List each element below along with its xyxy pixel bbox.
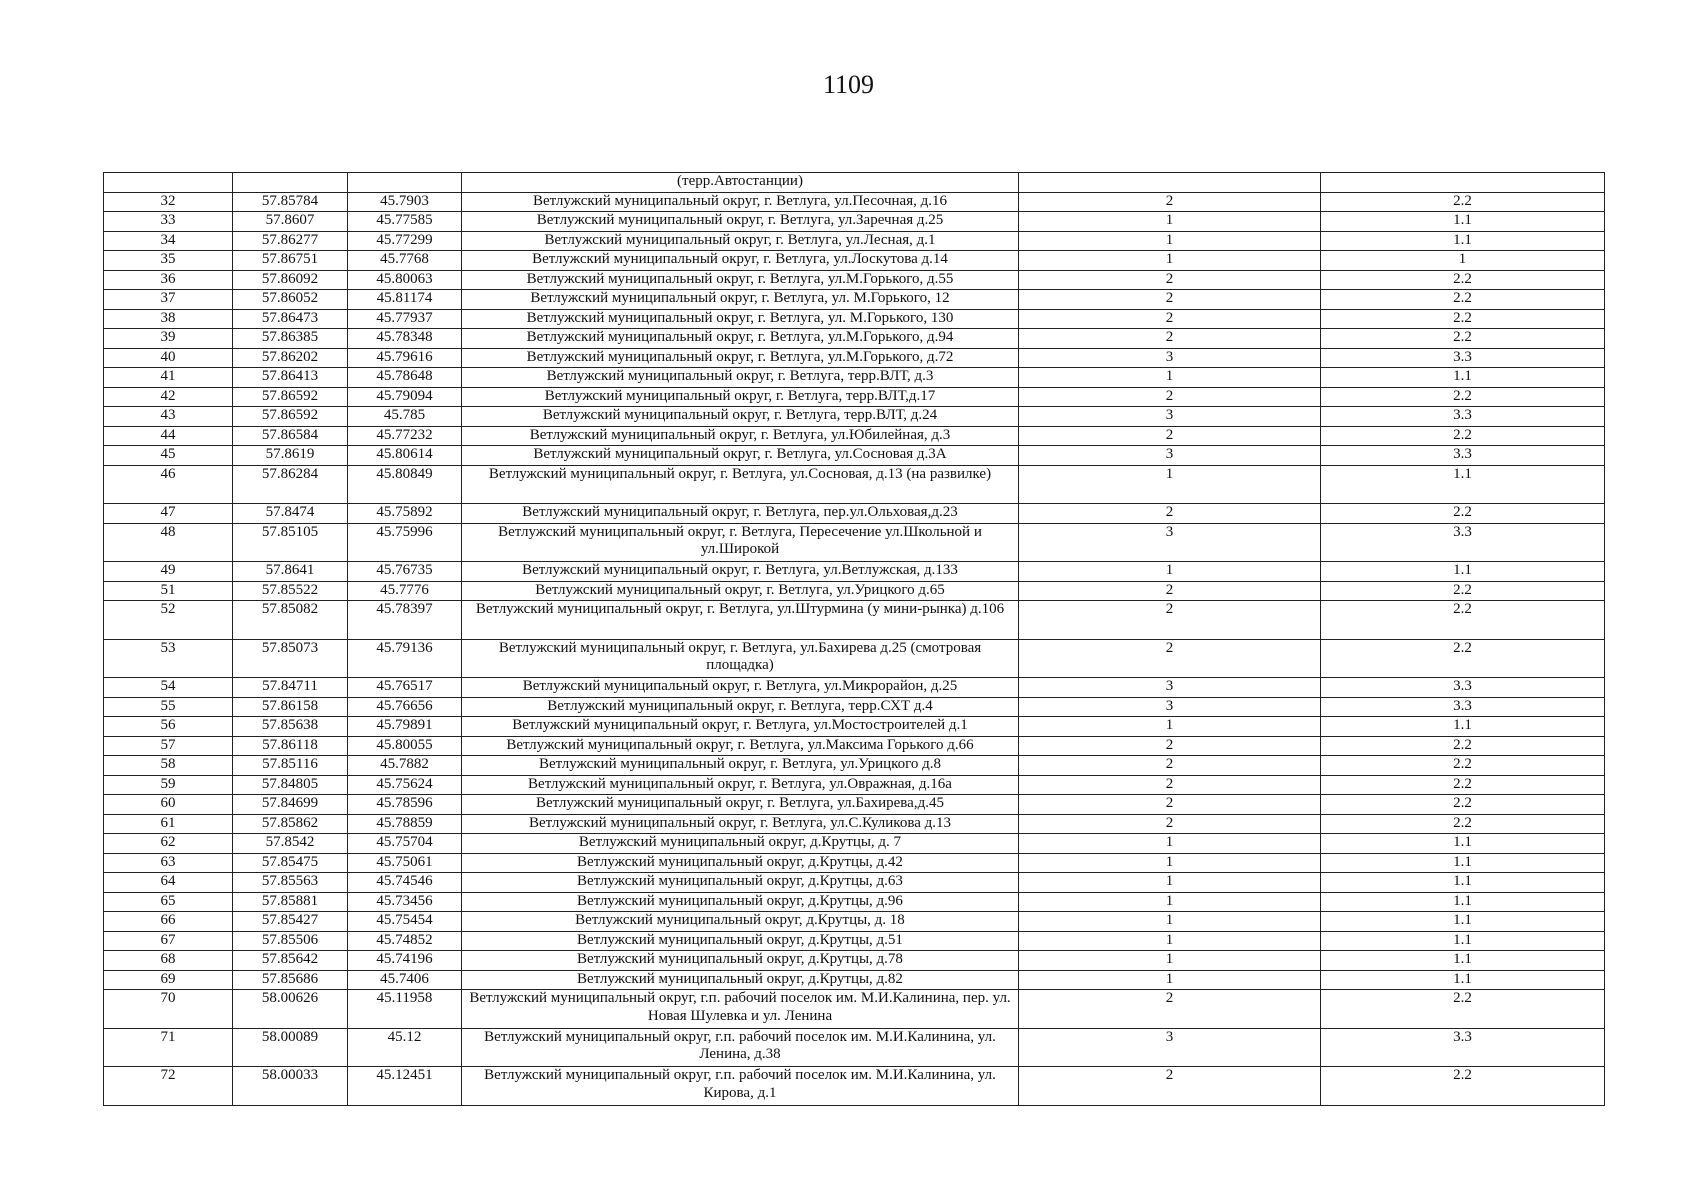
latitude-cell: 57.86158 [233, 697, 348, 717]
count-cell: 1 [1019, 892, 1321, 912]
row-number-cell: 64 [104, 873, 233, 893]
longitude-cell: 45.7776 [348, 581, 462, 601]
row-number-cell: 53 [104, 639, 233, 678]
count-cell: 2 [1019, 581, 1321, 601]
count-cell: 2 [1019, 504, 1321, 524]
volume-cell: 1 [1321, 251, 1605, 271]
address-cell: Ветлужский муниципальный округ, г. Ветлуга, ул.Лесная, д.1 [462, 231, 1019, 251]
count-cell: 2 [1019, 639, 1321, 678]
address-cell: Ветлужский муниципальный округ, г. Ветлуга, ул.Урицкого д.8 [462, 756, 1019, 776]
row-number-cell: 40 [104, 348, 233, 368]
latitude-cell: 57.86473 [233, 309, 348, 329]
address-cell: (терр.Автостанции) [462, 173, 1019, 193]
count-cell: 1 [1019, 562, 1321, 582]
longitude-cell: 45.76517 [348, 678, 462, 698]
latitude-cell: 57.84711 [233, 678, 348, 698]
count-cell: 2 [1019, 426, 1321, 446]
count-cell: 1 [1019, 951, 1321, 971]
count-cell: 1 [1019, 834, 1321, 854]
count-cell: 1 [1019, 251, 1321, 271]
latitude-cell: 57.84699 [233, 795, 348, 815]
row-number-cell: 69 [104, 970, 233, 990]
address-cell: Ветлужский муниципальный округ, г. Ветлуга, ул.Сосновая д.3А [462, 446, 1019, 466]
volume-cell: 2.2 [1321, 736, 1605, 756]
longitude-cell: 45.80055 [348, 736, 462, 756]
table-row [104, 348, 1605, 368]
latitude-cell: 57.8542 [233, 834, 348, 854]
table-row [104, 639, 1605, 678]
latitude-cell: 57.86751 [233, 251, 348, 271]
table-row [104, 795, 1605, 815]
count-cell: 2 [1019, 270, 1321, 290]
count-cell: 1 [1019, 873, 1321, 893]
row-number-cell: 45 [104, 446, 233, 466]
table-row [104, 990, 1605, 1029]
row-number-cell [104, 173, 233, 193]
count-cell: 3 [1019, 348, 1321, 368]
row-number-cell: 47 [104, 504, 233, 524]
latitude-cell: 57.85427 [233, 912, 348, 932]
table-row [104, 290, 1605, 310]
row-number-cell: 60 [104, 795, 233, 815]
address-cell: Ветлужский муниципальный округ, г. Ветлуга, терр.ВЛТ, д.24 [462, 407, 1019, 427]
longitude-cell: 45.75061 [348, 853, 462, 873]
longitude-cell: 45.78397 [348, 601, 462, 640]
volume-cell: 1.1 [1321, 231, 1605, 251]
table-row [104, 970, 1605, 990]
address-cell: Ветлужский муниципальный округ, г.п. рабочий поселок им. М.И.Калинина, пер. ул. Новая Шулевка и ул. Ленина [462, 990, 1019, 1029]
row-number-cell: 71 [104, 1028, 233, 1067]
address-cell: Ветлужский муниципальный округ, г. Ветлуга, ул.Бахирева д.25 (смотровая площадка) [462, 639, 1019, 678]
row-number-cell: 32 [104, 192, 233, 212]
row-number-cell: 52 [104, 601, 233, 640]
row-number-cell: 68 [104, 951, 233, 971]
address-cell: Ветлужский муниципальный округ, д.Крутцы, д.78 [462, 951, 1019, 971]
address-cell: Ветлужский муниципальный округ, г.п. рабочий поселок им. М.И.Калинина, ул. Ленина, д.38 [462, 1028, 1019, 1067]
table-row [104, 912, 1605, 932]
row-number-cell: 36 [104, 270, 233, 290]
latitude-cell: 57.86284 [233, 465, 348, 504]
row-number-cell: 67 [104, 931, 233, 951]
address-cell: Ветлужский муниципальный округ, г.п. рабочий поселок им. М.И.Калинина, ул. Кирова, д.1 [462, 1067, 1019, 1106]
table-row [104, 523, 1605, 562]
count-cell: 2 [1019, 795, 1321, 815]
address-cell: Ветлужский муниципальный округ, д.Крутцы, д. 7 [462, 834, 1019, 854]
longitude-cell: 45.78648 [348, 368, 462, 388]
latitude-cell: 57.85563 [233, 873, 348, 893]
latitude-cell: 57.85105 [233, 523, 348, 562]
address-cell: Ветлужский муниципальный округ, г. Ветлуга, ул.Штурмина (у мини-рынка) д.106 [462, 601, 1019, 640]
count-cell: 3 [1019, 678, 1321, 698]
latitude-cell: 58.00626 [233, 990, 348, 1029]
volume-cell: 2.2 [1321, 387, 1605, 407]
longitude-cell: 45.76656 [348, 697, 462, 717]
row-number-cell: 49 [104, 562, 233, 582]
latitude-cell: 57.85082 [233, 601, 348, 640]
volume-cell: 2.2 [1321, 775, 1605, 795]
count-cell: 3 [1019, 1028, 1321, 1067]
table-row [104, 892, 1605, 912]
longitude-cell: 45.12 [348, 1028, 462, 1067]
longitude-cell: 45.80063 [348, 270, 462, 290]
latitude-cell: 57.85475 [233, 853, 348, 873]
address-cell: Ветлужский муниципальный округ, г. Ветлуга, ул.М.Горького, д.72 [462, 348, 1019, 368]
row-number-cell: 39 [104, 329, 233, 349]
table-row [104, 581, 1605, 601]
row-number-cell: 41 [104, 368, 233, 388]
address-cell: Ветлужский муниципальный округ, г. Ветлуга, ул.Микрорайон, д.25 [462, 678, 1019, 698]
address-cell: Ветлужский муниципальный округ, д.Крутцы, д.96 [462, 892, 1019, 912]
address-cell: Ветлужский муниципальный округ, д.Крутцы, д.63 [462, 873, 1019, 893]
address-cell: Ветлужский муниципальный округ, г. Ветлуга, ул.Мостостроителей д.1 [462, 717, 1019, 737]
longitude-cell: 45.77585 [348, 212, 462, 232]
address-cell: Ветлужский муниципальный округ, г. Ветлуга, Пересечение ул.Школьной и ул.Широкой [462, 523, 1019, 562]
row-number-cell: 55 [104, 697, 233, 717]
latitude-cell: 57.86277 [233, 231, 348, 251]
table-row [104, 231, 1605, 251]
row-number-cell: 56 [104, 717, 233, 737]
row-number-cell: 43 [104, 407, 233, 427]
address-cell: Ветлужский муниципальный округ, г. Ветлуга, ул.С.Куликова д.13 [462, 814, 1019, 834]
row-number-cell: 33 [104, 212, 233, 232]
longitude-cell: 45.79136 [348, 639, 462, 678]
table-row [104, 931, 1605, 951]
address-cell: Ветлужский муниципальный округ, г. Ветлуга, ул.Ветлужская, д.133 [462, 562, 1019, 582]
table-row [104, 329, 1605, 349]
longitude-cell: 45.80849 [348, 465, 462, 504]
volume-cell: 2.2 [1321, 639, 1605, 678]
count-cell: 2 [1019, 329, 1321, 349]
volume-cell: 3.3 [1321, 523, 1605, 562]
volume-cell: 1.1 [1321, 951, 1605, 971]
latitude-cell: 57.86584 [233, 426, 348, 446]
longitude-cell: 45.76735 [348, 562, 462, 582]
row-number-cell: 59 [104, 775, 233, 795]
address-cell: Ветлужский муниципальный округ, г. Ветлуга, терр.ВЛТ, д.3 [462, 368, 1019, 388]
address-cell: Ветлужский муниципальный округ, г. Ветлуга, ул. М.Горького, 12 [462, 290, 1019, 310]
count-cell: 2 [1019, 990, 1321, 1029]
latitude-cell: 57.85784 [233, 192, 348, 212]
row-number-cell: 37 [104, 290, 233, 310]
table-row [104, 601, 1605, 640]
latitude-cell: 57.8607 [233, 212, 348, 232]
longitude-cell: 45.12451 [348, 1067, 462, 1106]
longitude-cell: 45.79891 [348, 717, 462, 737]
address-cell: Ветлужский муниципальный округ, г. Ветлуга, ул.Максима Горького д.66 [462, 736, 1019, 756]
longitude-cell: 45.74196 [348, 951, 462, 971]
volume-cell: 3.3 [1321, 446, 1605, 466]
volume-cell: 1.1 [1321, 717, 1605, 737]
latitude-cell: 57.85506 [233, 931, 348, 951]
table-row [104, 873, 1605, 893]
table-row [104, 678, 1605, 698]
longitude-cell: 45.79094 [348, 387, 462, 407]
latitude-cell: 57.85686 [233, 970, 348, 990]
address-cell: Ветлужский муниципальный округ, г. Ветлуга, ул.Заречная д.25 [462, 212, 1019, 232]
count-cell: 2 [1019, 309, 1321, 329]
table-row-continuation [104, 173, 1605, 193]
longitude-cell: 45.7882 [348, 756, 462, 776]
longitude-cell [348, 173, 462, 193]
locations-table [103, 172, 1605, 1106]
count-cell: 2 [1019, 387, 1321, 407]
count-cell: 2 [1019, 736, 1321, 756]
count-cell: 3 [1019, 446, 1321, 466]
table-row [104, 1067, 1605, 1106]
latitude-cell: 57.86202 [233, 348, 348, 368]
count-cell: 2 [1019, 775, 1321, 795]
volume-cell: 1.1 [1321, 912, 1605, 932]
table-row [104, 212, 1605, 232]
row-number-cell: 58 [104, 756, 233, 776]
table-row [104, 951, 1605, 971]
volume-cell: 2.2 [1321, 270, 1605, 290]
table-row [104, 1028, 1605, 1067]
table-row [104, 270, 1605, 290]
address-cell: Ветлужский муниципальный округ, д.Крутцы, д.42 [462, 853, 1019, 873]
table-row [104, 504, 1605, 524]
volume-cell: 2.2 [1321, 601, 1605, 640]
longitude-cell: 45.77232 [348, 426, 462, 446]
longitude-cell: 45.78859 [348, 814, 462, 834]
table-row [104, 834, 1605, 854]
latitude-cell: 58.00033 [233, 1067, 348, 1106]
count-cell: 1 [1019, 465, 1321, 504]
row-number-cell: 65 [104, 892, 233, 912]
count-cell: 2 [1019, 192, 1321, 212]
volume-cell: 3.3 [1321, 678, 1605, 698]
table-row [104, 309, 1605, 329]
volume-cell: 1.1 [1321, 368, 1605, 388]
page-number: 1109 [822, 70, 875, 99]
volume-cell [1321, 173, 1605, 193]
address-cell: Ветлужский муниципальный округ, д.Крутцы, д.82 [462, 970, 1019, 990]
volume-cell: 2.2 [1321, 814, 1605, 834]
table-row [104, 251, 1605, 271]
table-row [104, 368, 1605, 388]
row-number-cell: 51 [104, 581, 233, 601]
table-row [104, 756, 1605, 776]
longitude-cell: 45.77937 [348, 309, 462, 329]
table-row [104, 192, 1605, 212]
latitude-cell: 57.8641 [233, 562, 348, 582]
table-row [104, 465, 1605, 504]
latitude-cell: 57.85862 [233, 814, 348, 834]
table-row [104, 697, 1605, 717]
latitude-cell: 57.85881 [233, 892, 348, 912]
count-cell [1019, 173, 1321, 193]
volume-cell: 2.2 [1321, 1067, 1605, 1106]
row-number-cell: 66 [104, 912, 233, 932]
count-cell: 1 [1019, 231, 1321, 251]
latitude-cell: 57.86052 [233, 290, 348, 310]
longitude-cell: 45.81174 [348, 290, 462, 310]
volume-cell: 1.1 [1321, 853, 1605, 873]
row-number-cell: 34 [104, 231, 233, 251]
longitude-cell: 45.78348 [348, 329, 462, 349]
table-row [104, 814, 1605, 834]
latitude-cell [233, 173, 348, 193]
row-number-cell: 70 [104, 990, 233, 1029]
latitude-cell: 57.85116 [233, 756, 348, 776]
volume-cell: 3.3 [1321, 407, 1605, 427]
volume-cell: 2.2 [1321, 426, 1605, 446]
table-row [104, 446, 1605, 466]
latitude-cell: 57.8474 [233, 504, 348, 524]
volume-cell: 3.3 [1321, 348, 1605, 368]
count-cell: 3 [1019, 697, 1321, 717]
count-cell: 2 [1019, 814, 1321, 834]
latitude-cell: 57.86118 [233, 736, 348, 756]
volume-cell: 2.2 [1321, 581, 1605, 601]
volume-cell: 1.1 [1321, 892, 1605, 912]
latitude-cell: 57.84805 [233, 775, 348, 795]
count-cell: 1 [1019, 970, 1321, 990]
latitude-cell: 57.85073 [233, 639, 348, 678]
row-number-cell: 61 [104, 814, 233, 834]
address-cell: Ветлужский муниципальный округ, г. Ветлуга, ул.Сосновая, д.13 (на развилке) [462, 465, 1019, 504]
latitude-cell: 57.85522 [233, 581, 348, 601]
volume-cell: 1.1 [1321, 212, 1605, 232]
volume-cell: 1.1 [1321, 970, 1605, 990]
longitude-cell: 45.75454 [348, 912, 462, 932]
row-number-cell: 35 [104, 251, 233, 271]
volume-cell: 1.1 [1321, 562, 1605, 582]
latitude-cell: 57.8619 [233, 446, 348, 466]
address-cell: Ветлужский муниципальный округ, г. Ветлуга, ул.Юбилейная, д.3 [462, 426, 1019, 446]
count-cell: 1 [1019, 853, 1321, 873]
address-cell: Ветлужский муниципальный округ, г. Ветлуга, ул. М.Горького, 130 [462, 309, 1019, 329]
longitude-cell: 45.78596 [348, 795, 462, 815]
row-number-cell: 44 [104, 426, 233, 446]
row-number-cell: 62 [104, 834, 233, 854]
longitude-cell: 45.785 [348, 407, 462, 427]
volume-cell: 2.2 [1321, 309, 1605, 329]
longitude-cell: 45.11958 [348, 990, 462, 1029]
address-cell: Ветлужский муниципальный округ, г. Ветлуга, ул.Бахирева,д.45 [462, 795, 1019, 815]
address-cell: Ветлужский муниципальный округ, г. Ветлуга, ул.Песочная, д.16 [462, 192, 1019, 212]
address-cell: Ветлужский муниципальный округ, г. Ветлуга, ул.М.Горького, д.94 [462, 329, 1019, 349]
latitude-cell: 57.86092 [233, 270, 348, 290]
volume-cell: 1.1 [1321, 834, 1605, 854]
table-row [104, 736, 1605, 756]
longitude-cell: 45.75704 [348, 834, 462, 854]
volume-cell: 1.1 [1321, 465, 1605, 504]
table-row [104, 407, 1605, 427]
longitude-cell: 45.77299 [348, 231, 462, 251]
address-cell: Ветлужский муниципальный округ, г. Ветлуга, ул.Урицкого д.65 [462, 581, 1019, 601]
row-number-cell: 63 [104, 853, 233, 873]
volume-cell: 1.1 [1321, 873, 1605, 893]
volume-cell: 2.2 [1321, 290, 1605, 310]
row-number-cell: 72 [104, 1067, 233, 1106]
volume-cell: 2.2 [1321, 504, 1605, 524]
longitude-cell: 45.75996 [348, 523, 462, 562]
count-cell: 2 [1019, 1067, 1321, 1106]
latitude-cell: 57.86592 [233, 387, 348, 407]
volume-cell: 1.1 [1321, 931, 1605, 951]
row-number-cell: 57 [104, 736, 233, 756]
volume-cell: 2.2 [1321, 329, 1605, 349]
address-cell: Ветлужский муниципальный округ, д.Крутцы, д. 18 [462, 912, 1019, 932]
latitude-cell: 57.86592 [233, 407, 348, 427]
count-cell: 1 [1019, 212, 1321, 232]
table-row [104, 775, 1605, 795]
row-number-cell: 46 [104, 465, 233, 504]
volume-cell: 3.3 [1321, 697, 1605, 717]
table-row [104, 717, 1605, 737]
volume-cell: 2.2 [1321, 795, 1605, 815]
latitude-cell: 58.00089 [233, 1028, 348, 1067]
table-row [104, 853, 1605, 873]
volume-cell: 3.3 [1321, 1028, 1605, 1067]
count-cell: 2 [1019, 756, 1321, 776]
latitude-cell: 57.85642 [233, 951, 348, 971]
table-row [104, 562, 1605, 582]
latitude-cell: 57.85638 [233, 717, 348, 737]
longitude-cell: 45.75624 [348, 775, 462, 795]
longitude-cell: 45.80614 [348, 446, 462, 466]
address-cell: Ветлужский муниципальный округ, г. Ветлуга, ул.М.Горького, д.55 [462, 270, 1019, 290]
volume-cell: 2.2 [1321, 990, 1605, 1029]
count-cell: 1 [1019, 368, 1321, 388]
row-number-cell: 38 [104, 309, 233, 329]
count-cell: 3 [1019, 523, 1321, 562]
count-cell: 2 [1019, 290, 1321, 310]
table-row [104, 426, 1605, 446]
longitude-cell: 45.74852 [348, 931, 462, 951]
longitude-cell: 45.79616 [348, 348, 462, 368]
row-number-cell: 48 [104, 523, 233, 562]
latitude-cell: 57.86385 [233, 329, 348, 349]
row-number-cell: 54 [104, 678, 233, 698]
table-body [104, 173, 1605, 1106]
latitude-cell: 57.86413 [233, 368, 348, 388]
address-cell: Ветлужский муниципальный округ, г. Ветлуга, ул.Овражная, д.16а [462, 775, 1019, 795]
address-cell: Ветлужский муниципальный округ, г. Ветлуга, пер.ул.Ольховая,д.23 [462, 504, 1019, 524]
count-cell: 2 [1019, 601, 1321, 640]
address-cell: Ветлужский муниципальный округ, г. Ветлуга, терр.ВЛТ,д.17 [462, 387, 1019, 407]
count-cell: 1 [1019, 717, 1321, 737]
longitude-cell: 45.74546 [348, 873, 462, 893]
longitude-cell: 45.73456 [348, 892, 462, 912]
longitude-cell: 45.7768 [348, 251, 462, 271]
longitude-cell: 45.7903 [348, 192, 462, 212]
longitude-cell: 45.7406 [348, 970, 462, 990]
longitude-cell: 45.75892 [348, 504, 462, 524]
row-number-cell: 42 [104, 387, 233, 407]
count-cell: 1 [1019, 912, 1321, 932]
volume-cell: 2.2 [1321, 756, 1605, 776]
address-cell: Ветлужский муниципальный округ, г. Ветлуга, терр.СХТ д.4 [462, 697, 1019, 717]
volume-cell: 2.2 [1321, 192, 1605, 212]
count-cell: 3 [1019, 407, 1321, 427]
address-cell: Ветлужский муниципальный округ, г. Ветлуга, ул.Лоскутова д.14 [462, 251, 1019, 271]
address-cell: Ветлужский муниципальный округ, д.Крутцы, д.51 [462, 931, 1019, 951]
table-row [104, 387, 1605, 407]
count-cell: 1 [1019, 931, 1321, 951]
